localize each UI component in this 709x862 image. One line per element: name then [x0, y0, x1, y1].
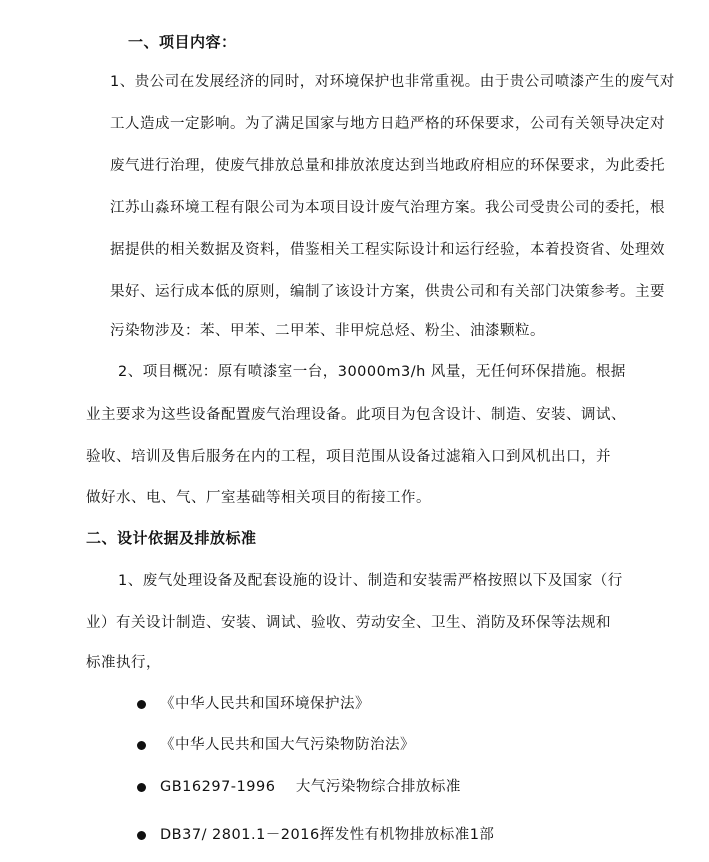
section1-para1-line4: 江苏山淼环境工程有限公司为本项目设计废气治理方案。我公司受贵公司的委托，根: [110, 200, 665, 216]
section1-heading: 一、项目内容：: [128, 33, 237, 51]
bullet-icon: [137, 783, 146, 792]
section1-para2-line1: 2、项目概况：原有喷漆室一台，30000m3/h 风量，无任何环保措施。根据: [118, 364, 626, 380]
section1-para2-line3: 验收、培训及售后服务在内的工程，项目范围从设备过滤箱入口到风机出口，并: [86, 449, 611, 465]
section1-para1-line3: 废气进行治理，使废气排放总量和排放浓度达到当地政府相应的环保要求，为此委托: [110, 158, 665, 174]
section1-para1-line2: 工人造成一定影响。为了满足国家与地方日趋严格的环保要求，公司有关领导决定对: [110, 116, 665, 132]
section1-para1-line1: 1、贵公司在发展经济的同时，对环境保护也非常重视。由于贵公司喷漆产生的废气对: [110, 74, 675, 90]
section2-para1-line3: 标准执行，: [86, 655, 161, 671]
section1-para1-line7: 污染物涉及：苯、甲苯、二甲苯、非甲烷总烃、粉尘、油漆颗粒。: [110, 323, 545, 339]
bullet-icon: [137, 831, 146, 840]
section1-para1-line6: 果好、运行成本低的原则，编制了该设计方案，供贵公司和有关部门决策参考。主要: [110, 284, 665, 300]
bullet-item: DB37/ 2801.1－2016挥发性有机物排放标准1部: [160, 827, 495, 843]
section2-heading: 二、设计依据及排放标准: [86, 529, 257, 547]
bullet-item: GB16297-1996 大气污染物综合排放标准: [160, 779, 461, 795]
section2-para1-line1: 1、废气处理设备及配套设施的设计、制造和安装需严格按照以下及国家（行: [118, 573, 623, 589]
section1-para1-line5: 据提供的相关数据及资料，借鉴相关工程实际设计和运行经验，本着投资省、处理效: [110, 242, 665, 258]
section1-para2-line2: 业主要求为这些设备配置废气治理设备。此项目为包含设计、制造、安装、调试、: [86, 407, 626, 423]
bullet-item: 《中华人民共和国环境保护法》: [160, 696, 370, 712]
bullet-icon: [137, 741, 146, 750]
bullet-item: 《中华人民共和国大气污染物防治法》: [160, 737, 415, 753]
section2-para1-line2: 业）有关设计制造、安装、调试、验收、劳动安全、卫生、消防及环保等法规和: [86, 615, 611, 631]
section1-para2-line4: 做好水、电、气、厂室基础等相关项目的衔接工作。: [86, 490, 431, 506]
bullet-icon: [137, 700, 146, 709]
